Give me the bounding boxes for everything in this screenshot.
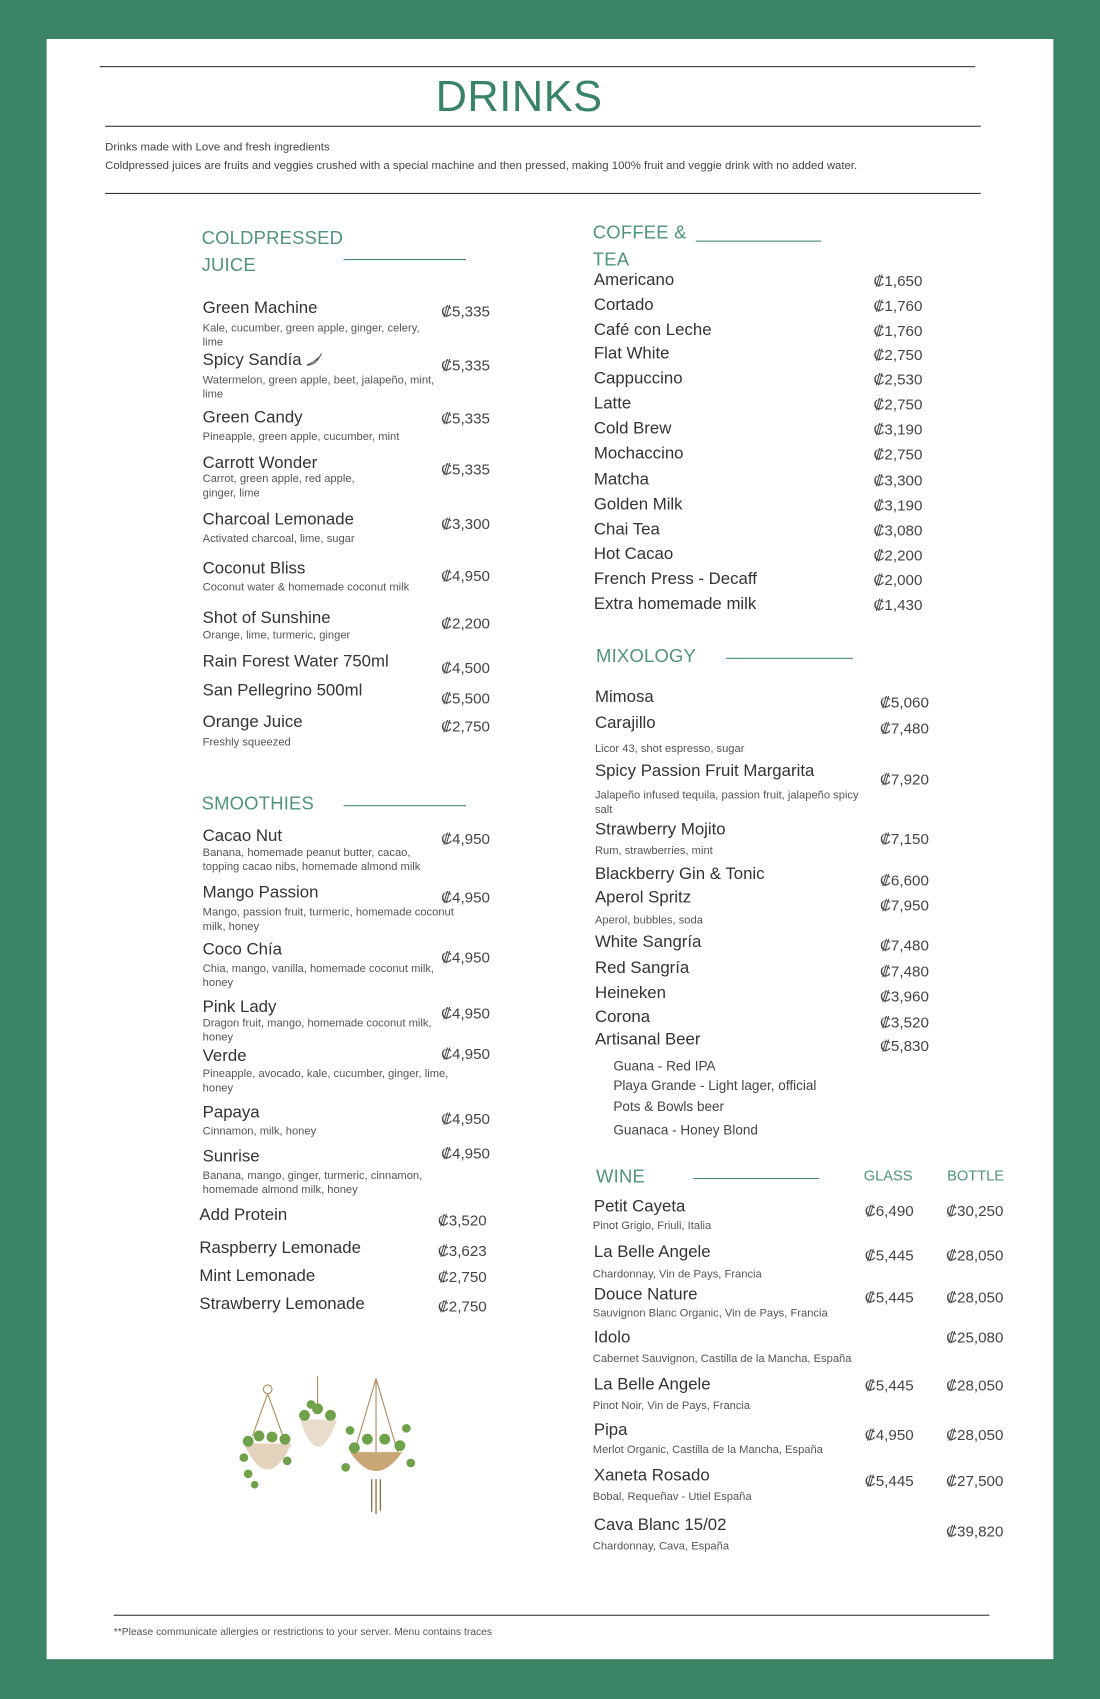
wine-description: Pinot Grigio, Friuli, Italia [592,1219,712,1232]
item-price: ₡5,335 [441,460,491,478]
item-price: ₡5,500 [441,689,491,707]
item-name: Spicy Passion Fruit Margarita [594,761,815,781]
item-description: Cinnamon, milk, honey [202,1125,317,1138]
item-price: ₡2,750 [441,717,491,735]
wine-bottle-price: ₡27,500 [946,1471,1004,1490]
item-name: Cold Brew [593,419,672,438]
item-price: ₡4,500 [441,658,491,677]
item-description: Orange, lime, turmeric, ginger [202,629,351,642]
wine-name: Xaneta Rosado [593,1466,710,1485]
item-name: Coco Chía [202,940,283,960]
item-name: Papaya [202,1103,260,1122]
item-price: ₡3,520 [879,1013,929,1031]
item-price: ₡4,950 [441,1044,491,1063]
item-name: Cacao Nut [202,826,283,846]
item-description: Watermelon, green apple, beet, jalapeño, mint, lime [202,374,435,401]
item-price: ₡4,950 [441,830,491,848]
item-description: Kale, cucumber, green apple, ginger, celery, lime [202,322,420,349]
item-price: ₡3,623 [437,1241,487,1260]
section-rule [696,241,822,242]
item-price: ₡1,760 [873,321,923,340]
item-price: ₡4,950 [441,948,491,966]
wine-bottle-price: ₡30,250 [946,1201,1004,1220]
wine-bottle-price: ₡28,050 [946,1246,1004,1264]
item-price: ₡3,960 [879,987,929,1005]
item-price: ₡7,480 [879,719,929,737]
beer-option: Playa Grande - Light lager, official [613,1078,817,1094]
section-title-coldpressed: COLDPRESSED [201,227,344,249]
item-price: ₡5,335 [441,409,491,427]
item-price: ₡3,190 [873,496,923,514]
wine-description: Bobal, Requeñav - Utiel España [592,1490,752,1503]
item-name: White Sangría [594,933,702,952]
item-description: Rum, strawberries, mint [594,844,713,857]
item-price: ₡5,335 [441,302,491,320]
item-description: Aperol, bubbles, soda [594,914,703,927]
item-name: Golden Milk [593,495,683,514]
divider [114,1615,990,1616]
item-name: Hot Cacao [593,545,674,564]
item-price: ₡7,920 [879,770,929,788]
item-description: Activated charcoal, lime, sugar [202,532,355,545]
divider [105,193,981,194]
allergy-note: **Please communicate allergies or restrictions to your server. Menu contains traces [113,1626,493,1639]
section-title-coffee: COFFEE & [592,222,687,243]
item-price: ₡7,950 [879,896,929,914]
wine-description: Chardonnay, Vin de Pays, Francia [592,1268,762,1281]
item-name: Verde [202,1046,247,1066]
wine-bottle-header: BOTTLE [947,1167,1005,1184]
item-name: Artisanal Beer [594,1030,701,1050]
wine-bottle-price: ₡25,080 [946,1328,1004,1346]
page-title: DRINKS [435,73,603,121]
item-name: Strawberry Lemonade [199,1295,365,1314]
item-name: Shot of Sunshine [202,609,331,628]
section-title-smoothies: SMOOTHIES [201,793,315,814]
divider [105,126,981,127]
intro-line: Coldpressed juices are fruits and veggies crushed with a special machine and then pressed, making 100% fruit and veggie drink with no added water. [105,159,858,173]
wine-glass-price: ₡6,490 [864,1201,914,1220]
item-name: Sunrise [202,1147,260,1167]
item-name: San Pellegrino 500ml [202,681,363,701]
wine-bottle-price: ₡28,050 [946,1376,1004,1394]
item-name: Add Protein [199,1206,288,1225]
item-name: Raspberry Lemonade [199,1238,361,1258]
section-title-coffee: TEA [592,249,630,270]
item-price: ₡2,750 [873,345,923,364]
item-name: French Press - Decaff [593,570,757,589]
intro-line: Drinks made with Love and fresh ingredients [105,140,330,154]
beer-option: Guanaca - Honey Blond [613,1122,758,1138]
beer-option: Pots & Bowls beer [613,1098,725,1115]
beer-option: Guana - Red IPA [613,1058,716,1074]
item-price: ₡4,950 [441,1109,491,1128]
item-name: Pink Lady [202,998,277,1017]
section-title-mixology: MIXOLOGY [596,645,697,667]
item-name: Carajillo [594,714,656,733]
item-name: Mochaccino [593,444,684,463]
section-title-wine: WINE [596,1166,646,1187]
item-name: Spicy Sandía [202,351,302,370]
item-name: Blackberry Gin & Tonic [594,864,765,884]
item-price: ₡1,760 [873,296,923,315]
item-name: Americano [593,270,675,290]
item-name: Green Candy [202,408,303,427]
item-price: ₡5,335 [441,356,491,374]
item-price: ₡1,650 [873,272,923,290]
section-title-coldpressed: JUICE [201,254,256,276]
item-name: Mint Lemonade [199,1266,316,1286]
item-description: Licor 43, shot espresso, sugar [594,742,745,755]
item-name: Cortado [593,295,654,315]
item-price: ₡6,600 [879,871,929,889]
item-name: Green Machine [202,299,318,318]
item-price: ₡2,750 [873,395,923,413]
item-name: Charcoal Lemonade [202,510,354,529]
item-name: Red Sangría [594,959,690,978]
item-price: ₡3,190 [873,420,923,438]
item-price: ₡2,530 [873,370,923,388]
item-name: Orange Juice [202,713,303,732]
item-name: Mango Passion [202,883,319,902]
item-description: Dragon fruit, mango, homemade coconut milk, honey [202,1017,432,1044]
wine-name: Douce Nature [593,1285,698,1304]
wine-description: Sauvignon Blanc Organic, Vin de Pays, Francia [592,1307,828,1320]
item-description: Banana, mango, ginger, turmeric, cinnamon, homemade almond milk, honey [202,1169,423,1196]
item-description: Coconut water & homemade coconut milk [202,581,410,594]
item-price: ₡3,080 [873,521,923,539]
wine-glass-price: ₡5,445 [864,1471,914,1490]
item-name: Latte [593,394,632,413]
item-price: ₡4,950 [441,888,491,906]
wine-name: Petit Cayeta [593,1197,686,1216]
wine-description: Merlot Organic, Castilla de la Mancha, España [592,1444,823,1456]
item-name: Extra homemade milk [593,594,757,614]
section-rule [344,805,466,806]
item-price: ₡2,750 [437,1297,487,1315]
wine-glass-price: ₡5,445 [864,1376,914,1394]
item-price: ₡2,750 [437,1267,487,1286]
item-name: Mimosa [594,688,654,707]
item-name: Coconut Bliss [202,559,306,578]
item-name: Flat White [593,344,670,364]
item-description: Chia, mango, vanilla, homemade coconut milk, honey [202,962,435,989]
section-rule [694,1178,820,1179]
section-rule [344,259,466,260]
wine-description: Pinot Noir, Vin de Pays, Francia [592,1399,751,1412]
item-price: ₡4,950 [441,566,491,585]
item-price: ₡5,060 [879,693,929,711]
wine-name: Cava Blanc 15/02 [593,1516,727,1535]
item-price: ₡2,000 [873,571,923,589]
item-price: ₡2,200 [441,614,491,632]
item-name: Corona [594,1007,651,1027]
divider [100,66,976,67]
item-price: ₡5,830 [879,1037,929,1055]
wine-glass-price: ₡5,445 [864,1246,914,1264]
wine-name: Pipa [593,1420,628,1440]
wine-description: Cabernet Sauvignon, Castilla de la Mancha, España [592,1352,852,1365]
item-description: Pineapple, green apple, cucumber, mint [202,430,400,443]
item-price: ₡2,750 [873,445,923,463]
item-price: ₡3,520 [437,1211,487,1229]
item-price: ₡7,480 [879,936,929,954]
wine-description: Chardonnay, Cava, España [592,1540,730,1553]
item-price: ₡4,950 [441,1144,491,1162]
item-name: Café con Leche [593,320,712,340]
item-description: Freshly squeezed [202,736,291,749]
wine-glass-price: ₡5,445 [864,1288,914,1306]
item-price: ₡7,150 [879,830,929,848]
item-name: Chai Tea [593,520,660,539]
wine-bottle-price: ₡39,820 [946,1522,1004,1540]
wine-glass-price: ₡4,950 [864,1426,914,1444]
chili-pepper-icon [305,352,325,367]
item-name: Rain Forest Water 750ml [202,652,389,671]
item-name: Aperol Spritz [594,888,692,908]
item-price: ₡1,430 [873,596,923,614]
item-price: ₡2,200 [873,546,923,564]
wine-name: La Belle Angele [593,1243,711,1262]
item-description: Carrot, green apple, red apple, ginger, lime [202,473,355,500]
wine-glass-header: GLASS [863,1167,913,1184]
section-rule [726,658,853,659]
wine-name: La Belle Angele [593,1375,711,1394]
item-description: Mango, passion fruit, turmeric, homemade coconut milk, honey [202,906,454,933]
wine-bottle-price: ₡28,050 [946,1288,1004,1306]
wine-bottle-price: ₡28,050 [946,1426,1004,1444]
hanging-plants-illustration [233,1376,428,1517]
item-name: Heineken [594,983,666,1003]
item-description: Banana, homemade peanut butter, cacao, topping cacao nibs, homemade almond milk [202,846,421,873]
item-price: ₡3,300 [873,471,923,489]
item-name: Carrott Wonder [202,454,318,473]
wine-name: Idolo [593,1328,631,1348]
item-name: Cappuccino [593,369,683,388]
item-price: ₡7,480 [879,962,929,980]
item-name: Matcha [593,470,649,489]
item-price: ₡4,950 [441,1004,491,1022]
item-description: Jalapeño infused tequila, passion fruit, jalapeño spicy salt [594,789,859,816]
item-price: ₡3,300 [441,514,491,533]
item-name: Strawberry Mojito [594,820,726,839]
item-description: Pineapple, avocado, kale, cucumber, ginger, lime, honey [202,1067,449,1094]
